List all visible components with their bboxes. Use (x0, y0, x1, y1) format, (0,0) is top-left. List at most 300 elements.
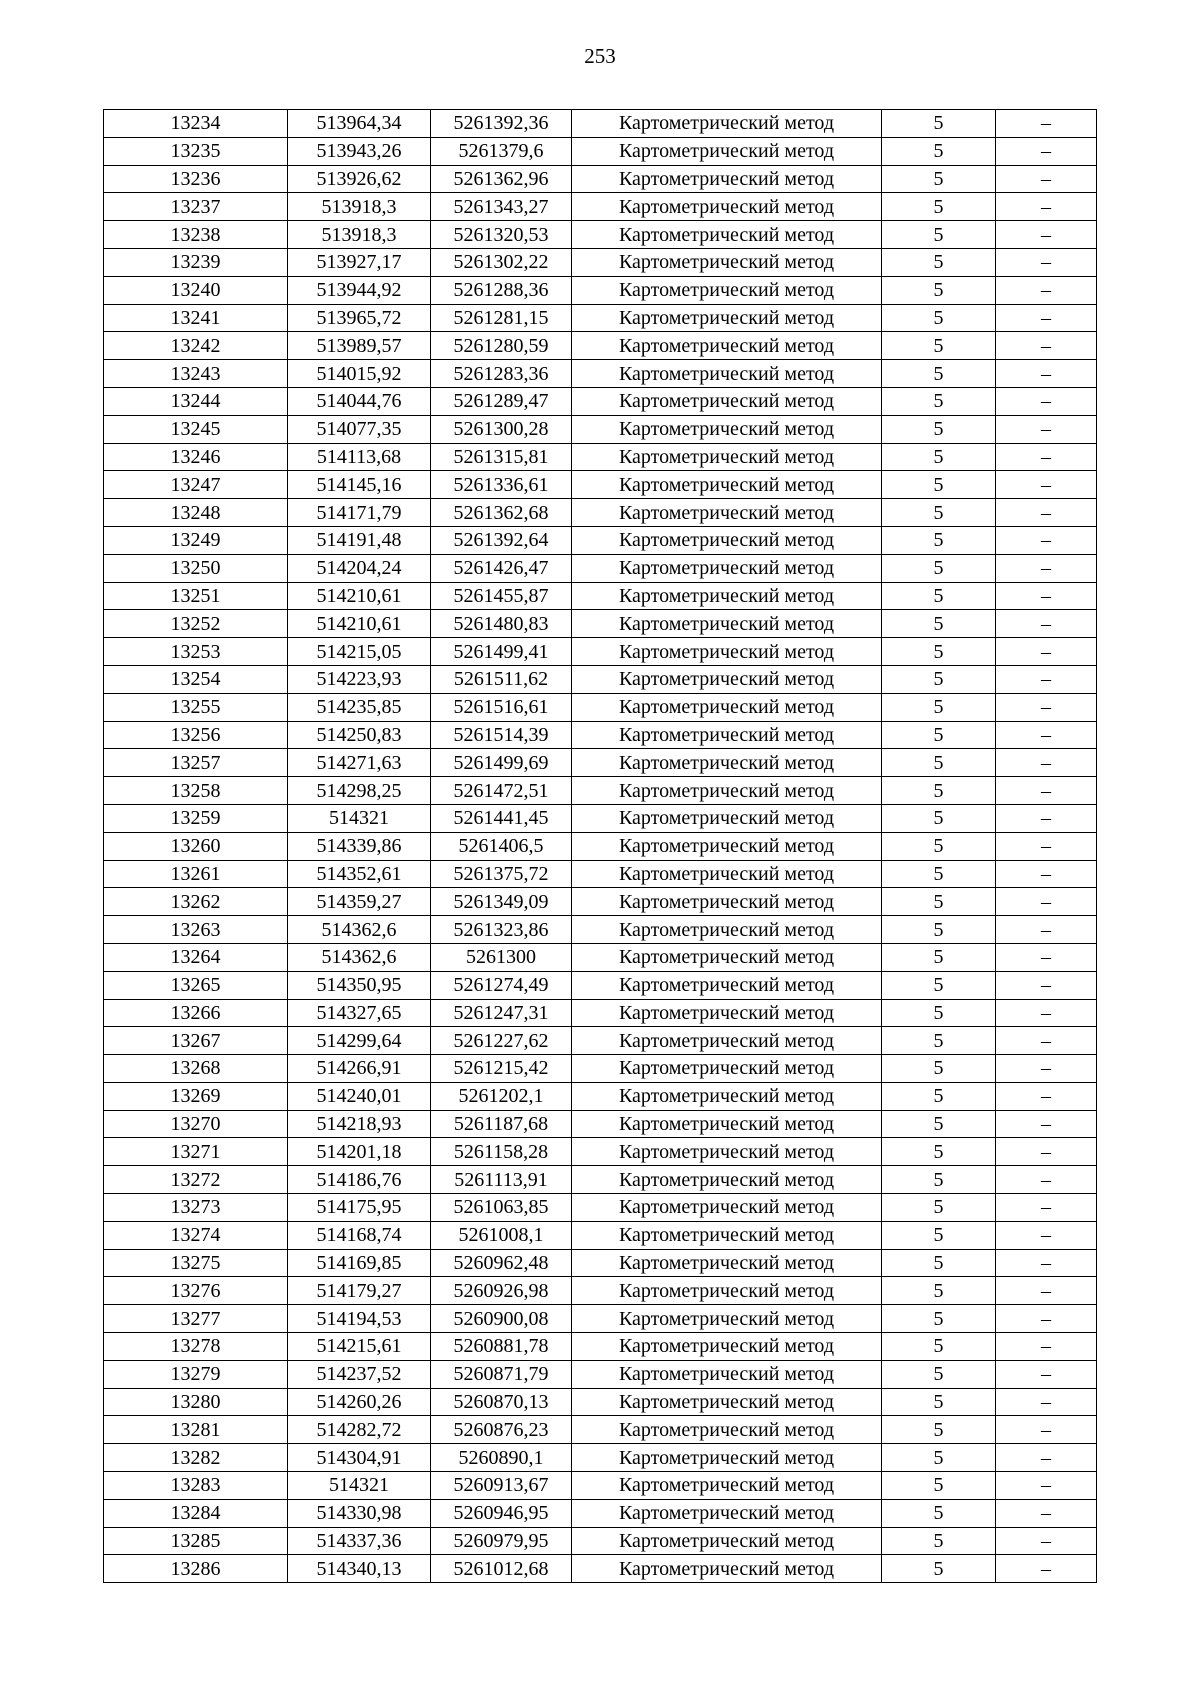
point-number-cell: 13241 (104, 304, 288, 332)
note-cell: – (996, 693, 1097, 721)
note-cell: – (996, 1305, 1097, 1333)
point-number-cell: 13234 (104, 110, 288, 138)
note-cell: – (996, 1166, 1097, 1194)
method-cell: Картометрический метод (572, 832, 882, 860)
y-coordinate-cell: 5261289,47 (431, 387, 572, 415)
table-row (104, 248, 1097, 276)
method-cell: Картометрический метод (572, 1138, 882, 1166)
accuracy-cell: 5 (882, 777, 996, 805)
method-cell: Картометрический метод (572, 721, 882, 749)
method-cell: Картометрический метод (572, 1416, 882, 1444)
accuracy-cell: 5 (882, 415, 996, 443)
method-cell: Картометрический метод (572, 110, 882, 138)
point-number-cell: 13242 (104, 332, 288, 360)
note-cell: – (996, 1388, 1097, 1416)
x-coordinate-cell: 513944,92 (288, 276, 431, 304)
note-cell: – (996, 1082, 1097, 1110)
point-number-cell: 13248 (104, 499, 288, 527)
table-row (104, 304, 1097, 332)
table-row (104, 415, 1097, 443)
point-number-cell: 13267 (104, 1027, 288, 1055)
method-cell: Картометрический метод (572, 415, 882, 443)
y-coordinate-cell: 5261362,96 (431, 165, 572, 193)
x-coordinate-cell: 514175,95 (288, 1194, 431, 1222)
point-number-cell: 13250 (104, 554, 288, 582)
x-coordinate-cell: 514215,05 (288, 638, 431, 666)
note-cell: – (996, 332, 1097, 360)
point-number-cell: 13243 (104, 360, 288, 388)
y-coordinate-cell: 5261288,36 (431, 276, 572, 304)
note-cell: – (996, 777, 1097, 805)
table-row (104, 1527, 1097, 1555)
point-number-cell: 13249 (104, 526, 288, 554)
point-number-cell: 13285 (104, 1527, 288, 1555)
accuracy-cell: 5 (882, 1555, 996, 1583)
note-cell: – (996, 1027, 1097, 1055)
method-cell: Картометрический метод (572, 554, 882, 582)
table-row (104, 526, 1097, 554)
accuracy-cell: 5 (882, 1166, 996, 1194)
x-coordinate-cell: 514337,36 (288, 1527, 431, 1555)
x-coordinate-cell: 514223,93 (288, 665, 431, 693)
table-row (104, 1555, 1097, 1583)
note-cell: – (996, 916, 1097, 944)
note-cell: – (996, 387, 1097, 415)
point-number-cell: 13273 (104, 1194, 288, 1222)
x-coordinate-cell: 514194,53 (288, 1305, 431, 1333)
note-cell: – (996, 638, 1097, 666)
table-row (104, 638, 1097, 666)
accuracy-cell: 5 (882, 693, 996, 721)
table-row (104, 804, 1097, 832)
table-row (104, 832, 1097, 860)
x-coordinate-cell: 514235,85 (288, 693, 431, 721)
method-cell: Картометрический метод (572, 1055, 882, 1083)
method-cell: Картометрический метод (572, 387, 882, 415)
x-coordinate-cell: 514339,86 (288, 832, 431, 860)
table-row (104, 1388, 1097, 1416)
x-coordinate-cell: 514168,74 (288, 1221, 431, 1249)
x-coordinate-cell: 513918,3 (288, 193, 431, 221)
method-cell: Картометрический метод (572, 443, 882, 471)
x-coordinate-cell: 514240,01 (288, 1082, 431, 1110)
point-number-cell: 13244 (104, 387, 288, 415)
y-coordinate-cell: 5260870,13 (431, 1388, 572, 1416)
point-number-cell: 13263 (104, 916, 288, 944)
note-cell: – (996, 1277, 1097, 1305)
note-cell: – (996, 276, 1097, 304)
y-coordinate-cell: 5261215,42 (431, 1055, 572, 1083)
x-coordinate-cell: 514362,6 (288, 916, 431, 944)
accuracy-cell: 5 (882, 832, 996, 860)
x-coordinate-cell: 514077,35 (288, 415, 431, 443)
accuracy-cell: 5 (882, 360, 996, 388)
accuracy-cell: 5 (882, 804, 996, 832)
accuracy-cell: 5 (882, 110, 996, 138)
accuracy-cell: 5 (882, 1527, 996, 1555)
accuracy-cell: 5 (882, 665, 996, 693)
x-coordinate-cell: 514186,76 (288, 1166, 431, 1194)
accuracy-cell: 5 (882, 1388, 996, 1416)
point-number-cell: 13251 (104, 582, 288, 610)
note-cell: – (996, 804, 1097, 832)
x-coordinate-cell: 514169,85 (288, 1249, 431, 1277)
method-cell: Картометрический метод (572, 749, 882, 777)
x-coordinate-cell: 514260,26 (288, 1388, 431, 1416)
point-number-cell: 13274 (104, 1221, 288, 1249)
method-cell: Картометрический метод (572, 1194, 882, 1222)
x-coordinate-cell: 514179,27 (288, 1277, 431, 1305)
method-cell: Картометрический метод (572, 804, 882, 832)
table-row (104, 777, 1097, 805)
point-number-cell: 13277 (104, 1305, 288, 1333)
method-cell: Картометрический метод (572, 1555, 882, 1583)
y-coordinate-cell: 5261514,39 (431, 721, 572, 749)
x-coordinate-cell: 514237,52 (288, 1360, 431, 1388)
point-number-cell: 13265 (104, 971, 288, 999)
method-cell: Картометрический метод (572, 1221, 882, 1249)
table-row (104, 387, 1097, 415)
x-coordinate-cell: 514044,76 (288, 387, 431, 415)
accuracy-cell: 5 (882, 193, 996, 221)
accuracy-cell: 5 (882, 999, 996, 1027)
method-cell: Картометрический метод (572, 165, 882, 193)
method-cell: Картометрический метод (572, 1277, 882, 1305)
point-number-cell: 13256 (104, 721, 288, 749)
point-number-cell: 13271 (104, 1138, 288, 1166)
note-cell: – (996, 943, 1097, 971)
method-cell: Картометрический метод (572, 526, 882, 554)
table-row (104, 888, 1097, 916)
note-cell: – (996, 1527, 1097, 1555)
y-coordinate-cell: 5260900,08 (431, 1305, 572, 1333)
x-coordinate-cell: 514321 (288, 1472, 431, 1500)
x-coordinate-cell: 514330,98 (288, 1499, 431, 1527)
method-cell: Картометрический метод (572, 1444, 882, 1472)
y-coordinate-cell: 5261187,68 (431, 1110, 572, 1138)
y-coordinate-cell: 5261349,09 (431, 888, 572, 916)
point-number-cell: 13269 (104, 1082, 288, 1110)
x-coordinate-cell: 514304,91 (288, 1444, 431, 1472)
accuracy-cell: 5 (882, 916, 996, 944)
accuracy-cell: 5 (882, 526, 996, 554)
note-cell: – (996, 1472, 1097, 1500)
accuracy-cell: 5 (882, 387, 996, 415)
y-coordinate-cell: 5261499,41 (431, 638, 572, 666)
note-cell: – (996, 1555, 1097, 1583)
note-cell: – (996, 526, 1097, 554)
y-coordinate-cell: 5261516,61 (431, 693, 572, 721)
method-cell: Картометрический метод (572, 1499, 882, 1527)
accuracy-cell: 5 (882, 1333, 996, 1361)
point-number-cell: 13259 (104, 804, 288, 832)
note-cell: – (996, 193, 1097, 221)
point-number-cell: 13281 (104, 1416, 288, 1444)
y-coordinate-cell: 5261300,28 (431, 415, 572, 443)
method-cell: Картометрический метод (572, 1388, 882, 1416)
accuracy-cell: 5 (882, 610, 996, 638)
x-coordinate-cell: 513927,17 (288, 248, 431, 276)
y-coordinate-cell: 5261320,53 (431, 221, 572, 249)
method-cell: Картометрический метод (572, 1305, 882, 1333)
accuracy-cell: 5 (882, 1416, 996, 1444)
y-coordinate-cell: 5261281,15 (431, 304, 572, 332)
note-cell: – (996, 360, 1097, 388)
x-coordinate-cell: 514204,24 (288, 554, 431, 582)
table-row (104, 610, 1097, 638)
x-coordinate-cell: 514218,93 (288, 1110, 431, 1138)
point-number-cell: 13245 (104, 415, 288, 443)
method-cell: Картометрический метод (572, 1472, 882, 1500)
table-row (104, 110, 1097, 138)
table-row (104, 1249, 1097, 1277)
note-cell: – (996, 1444, 1097, 1472)
method-cell: Картометрический метод (572, 1166, 882, 1194)
point-number-cell: 13252 (104, 610, 288, 638)
note-cell: – (996, 443, 1097, 471)
accuracy-cell: 5 (882, 1027, 996, 1055)
y-coordinate-cell: 5261012,68 (431, 1555, 572, 1583)
point-number-cell: 13258 (104, 777, 288, 805)
table-row (104, 1027, 1097, 1055)
note-cell: – (996, 749, 1097, 777)
y-coordinate-cell: 5261300 (431, 943, 572, 971)
note-cell: – (996, 610, 1097, 638)
accuracy-cell: 5 (882, 582, 996, 610)
table-row (104, 221, 1097, 249)
table-row (104, 1333, 1097, 1361)
accuracy-cell: 5 (882, 860, 996, 888)
point-number-cell: 13284 (104, 1499, 288, 1527)
note-cell: – (996, 888, 1097, 916)
method-cell: Картометрический метод (572, 332, 882, 360)
x-coordinate-cell: 513989,57 (288, 332, 431, 360)
y-coordinate-cell: 5261375,72 (431, 860, 572, 888)
note-cell: – (996, 499, 1097, 527)
x-coordinate-cell: 513918,3 (288, 221, 431, 249)
x-coordinate-cell: 514321 (288, 804, 431, 832)
x-coordinate-cell: 514191,48 (288, 526, 431, 554)
note-cell: – (996, 1194, 1097, 1222)
accuracy-cell: 5 (882, 1194, 996, 1222)
table-row (104, 1055, 1097, 1083)
table-row (104, 582, 1097, 610)
point-number-cell: 13254 (104, 665, 288, 693)
x-coordinate-cell: 513926,62 (288, 165, 431, 193)
y-coordinate-cell: 5261392,36 (431, 110, 572, 138)
accuracy-cell: 5 (882, 1221, 996, 1249)
accuracy-cell: 5 (882, 1277, 996, 1305)
point-number-cell: 13278 (104, 1333, 288, 1361)
table-row (104, 1416, 1097, 1444)
table-row (104, 443, 1097, 471)
method-cell: Картометрический метод (572, 638, 882, 666)
method-cell: Картометрический метод (572, 665, 882, 693)
table-row (104, 193, 1097, 221)
accuracy-cell: 5 (882, 1110, 996, 1138)
table-row (104, 1082, 1097, 1110)
table-row (104, 665, 1097, 693)
note-cell: – (996, 248, 1097, 276)
point-number-cell: 13237 (104, 193, 288, 221)
y-coordinate-cell: 5260881,78 (431, 1333, 572, 1361)
table-row (104, 165, 1097, 193)
table-row (104, 1221, 1097, 1249)
point-number-cell: 13247 (104, 471, 288, 499)
point-number-cell: 13255 (104, 693, 288, 721)
table-row (104, 332, 1097, 360)
y-coordinate-cell: 5261202,1 (431, 1082, 572, 1110)
note-cell: – (996, 665, 1097, 693)
y-coordinate-cell: 5261426,47 (431, 554, 572, 582)
table-row (104, 1472, 1097, 1500)
point-number-cell: 13283 (104, 1472, 288, 1500)
y-coordinate-cell: 5260979,95 (431, 1527, 572, 1555)
table-row (104, 471, 1097, 499)
accuracy-cell: 5 (882, 638, 996, 666)
point-number-cell: 13262 (104, 888, 288, 916)
accuracy-cell: 5 (882, 248, 996, 276)
point-number-cell: 13282 (104, 1444, 288, 1472)
point-number-cell: 13240 (104, 276, 288, 304)
x-coordinate-cell: 514340,13 (288, 1555, 431, 1583)
note-cell: – (996, 1333, 1097, 1361)
method-cell: Картометрический метод (572, 1082, 882, 1110)
y-coordinate-cell: 5261511,62 (431, 665, 572, 693)
table-row (104, 971, 1097, 999)
note-cell: – (996, 832, 1097, 860)
x-coordinate-cell: 513964,34 (288, 110, 431, 138)
table-row (104, 721, 1097, 749)
point-number-cell: 13272 (104, 1166, 288, 1194)
accuracy-cell: 5 (882, 1499, 996, 1527)
accuracy-cell: 5 (882, 554, 996, 582)
y-coordinate-cell: 5261113,91 (431, 1166, 572, 1194)
y-coordinate-cell: 5261283,36 (431, 360, 572, 388)
note-cell: – (996, 1360, 1097, 1388)
y-coordinate-cell: 5260946,95 (431, 1499, 572, 1527)
accuracy-cell: 5 (882, 471, 996, 499)
accuracy-cell: 5 (882, 443, 996, 471)
method-cell: Картометрический метод (572, 221, 882, 249)
note-cell: – (996, 971, 1097, 999)
table-row (104, 693, 1097, 721)
x-coordinate-cell: 514359,27 (288, 888, 431, 916)
coordinates-table (103, 109, 1097, 1583)
y-coordinate-cell: 5261499,69 (431, 749, 572, 777)
y-coordinate-cell: 5261480,83 (431, 610, 572, 638)
note-cell: – (996, 999, 1097, 1027)
accuracy-cell: 5 (882, 499, 996, 527)
method-cell: Картометрический метод (572, 582, 882, 610)
point-number-cell: 13235 (104, 137, 288, 165)
note-cell: – (996, 110, 1097, 138)
point-number-cell: 13279 (104, 1360, 288, 1388)
point-number-cell: 13264 (104, 943, 288, 971)
note-cell: – (996, 582, 1097, 610)
table-row (104, 1444, 1097, 1472)
x-coordinate-cell: 514350,95 (288, 971, 431, 999)
y-coordinate-cell: 5261008,1 (431, 1221, 572, 1249)
point-number-cell: 13266 (104, 999, 288, 1027)
point-number-cell: 13239 (104, 248, 288, 276)
accuracy-cell: 5 (882, 304, 996, 332)
x-coordinate-cell: 514215,61 (288, 1333, 431, 1361)
note-cell: – (996, 1110, 1097, 1138)
x-coordinate-cell: 514266,91 (288, 1055, 431, 1083)
x-coordinate-cell: 513943,26 (288, 137, 431, 165)
y-coordinate-cell: 5261472,51 (431, 777, 572, 805)
accuracy-cell: 5 (882, 1055, 996, 1083)
table-row (104, 1277, 1097, 1305)
accuracy-cell: 5 (882, 1472, 996, 1500)
y-coordinate-cell: 5260890,1 (431, 1444, 572, 1472)
y-coordinate-cell: 5260962,48 (431, 1249, 572, 1277)
y-coordinate-cell: 5261441,45 (431, 804, 572, 832)
method-cell: Картометрический метод (572, 860, 882, 888)
x-coordinate-cell: 514282,72 (288, 1416, 431, 1444)
y-coordinate-cell: 5261362,68 (431, 499, 572, 527)
y-coordinate-cell: 5260926,98 (431, 1277, 572, 1305)
method-cell: Картометрический метод (572, 1249, 882, 1277)
y-coordinate-cell: 5261455,87 (431, 582, 572, 610)
point-number-cell: 13280 (104, 1388, 288, 1416)
point-number-cell: 13236 (104, 165, 288, 193)
accuracy-cell: 5 (882, 721, 996, 749)
accuracy-cell: 5 (882, 1138, 996, 1166)
note-cell: – (996, 1221, 1097, 1249)
method-cell: Картометрический метод (572, 304, 882, 332)
x-coordinate-cell: 514210,61 (288, 582, 431, 610)
method-cell: Картометрический метод (572, 360, 882, 388)
method-cell: Картометрический метод (572, 693, 882, 721)
note-cell: – (996, 860, 1097, 888)
table-row (104, 916, 1097, 944)
note-cell: – (996, 1416, 1097, 1444)
table-row (104, 554, 1097, 582)
point-number-cell: 13268 (104, 1055, 288, 1083)
y-coordinate-cell: 5261247,31 (431, 999, 572, 1027)
point-number-cell: 13270 (104, 1110, 288, 1138)
accuracy-cell: 5 (882, 1249, 996, 1277)
accuracy-cell: 5 (882, 276, 996, 304)
point-number-cell: 13257 (104, 749, 288, 777)
note-cell: – (996, 1249, 1097, 1277)
accuracy-cell: 5 (882, 971, 996, 999)
x-coordinate-cell: 514201,18 (288, 1138, 431, 1166)
table-row (104, 1138, 1097, 1166)
accuracy-cell: 5 (882, 1305, 996, 1333)
method-cell: Картометрический метод (572, 1527, 882, 1555)
point-number-cell: 13238 (104, 221, 288, 249)
note-cell: – (996, 471, 1097, 499)
table-row (104, 999, 1097, 1027)
accuracy-cell: 5 (882, 1444, 996, 1472)
y-coordinate-cell: 5261392,64 (431, 526, 572, 554)
y-coordinate-cell: 5261406,5 (431, 832, 572, 860)
x-coordinate-cell: 513965,72 (288, 304, 431, 332)
note-cell: – (996, 221, 1097, 249)
method-cell: Картометрический метод (572, 193, 882, 221)
y-coordinate-cell: 5261274,49 (431, 971, 572, 999)
method-cell: Картометрический метод (572, 1333, 882, 1361)
table-row (104, 749, 1097, 777)
method-cell: Картометрический метод (572, 248, 882, 276)
note-cell: – (996, 1499, 1097, 1527)
point-number-cell: 13260 (104, 832, 288, 860)
method-cell: Картометрический метод (572, 1360, 882, 1388)
x-coordinate-cell: 514352,61 (288, 860, 431, 888)
